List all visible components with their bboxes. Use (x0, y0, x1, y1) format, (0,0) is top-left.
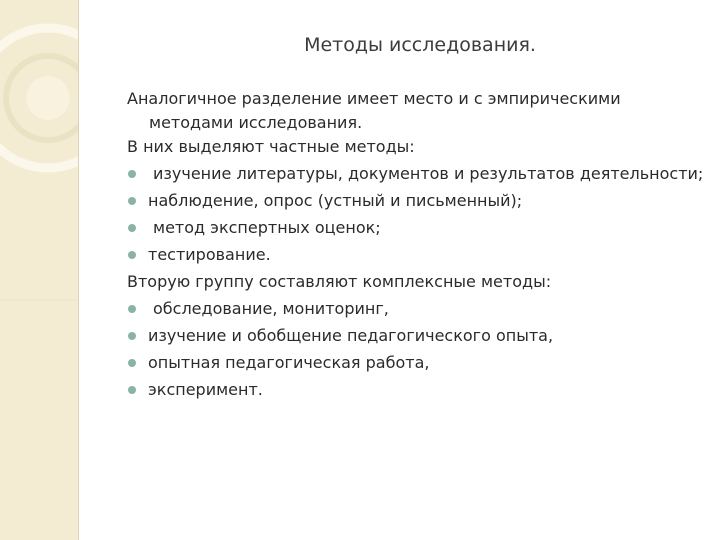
list-item (127, 297, 707, 321)
list-item-text: метод экспертных оценок; (153, 218, 381, 237)
private-methods-heading: В них выделяют частные методы: (127, 137, 415, 156)
bullet-dot-icon (128, 197, 136, 205)
bullet-dot-icon (128, 224, 136, 232)
list-item-text: тестирование. (148, 245, 271, 264)
list-item-text: опытная педагогическая работа, (148, 353, 430, 372)
slide-body (127, 87, 707, 405)
list-item (127, 162, 707, 186)
list-item (127, 324, 707, 348)
bullet-dot-icon (128, 170, 136, 178)
list-item-text: эксперимент. (148, 380, 263, 399)
slide-title: Методы исследования. (304, 34, 536, 56)
decorative-circles-graphic (0, 0, 78, 540)
bullet-dot-icon (128, 359, 136, 367)
list-item (127, 351, 707, 375)
list-item (127, 378, 707, 402)
list-item-text: наблюдение, опрос (устный и письменный); (148, 191, 523, 210)
list-item-text: изучение и обобщение педагогического опыта, (148, 326, 554, 345)
intro-paragraph: Аналогичное разделение имеет место и с эмпирическими методами исследования. (127, 89, 621, 132)
list-item-text: изучение литературы, документов и результатов деятельности; (153, 164, 704, 183)
complex-methods-heading: Вторую группу составляют комплексные методы: (127, 272, 552, 291)
bullet-dot-icon (128, 305, 136, 313)
private-methods-list (127, 162, 707, 267)
complex-methods-list (127, 297, 707, 402)
decorative-side-strip (0, 0, 79, 540)
list-item (127, 189, 707, 213)
bullet-dot-icon (128, 251, 136, 259)
list-item (127, 216, 707, 240)
bullet-dot-icon (128, 332, 136, 340)
list-item (127, 243, 707, 267)
list-item-text: обследование, мониторинг, (153, 299, 389, 318)
bullet-dot-icon (128, 386, 136, 394)
